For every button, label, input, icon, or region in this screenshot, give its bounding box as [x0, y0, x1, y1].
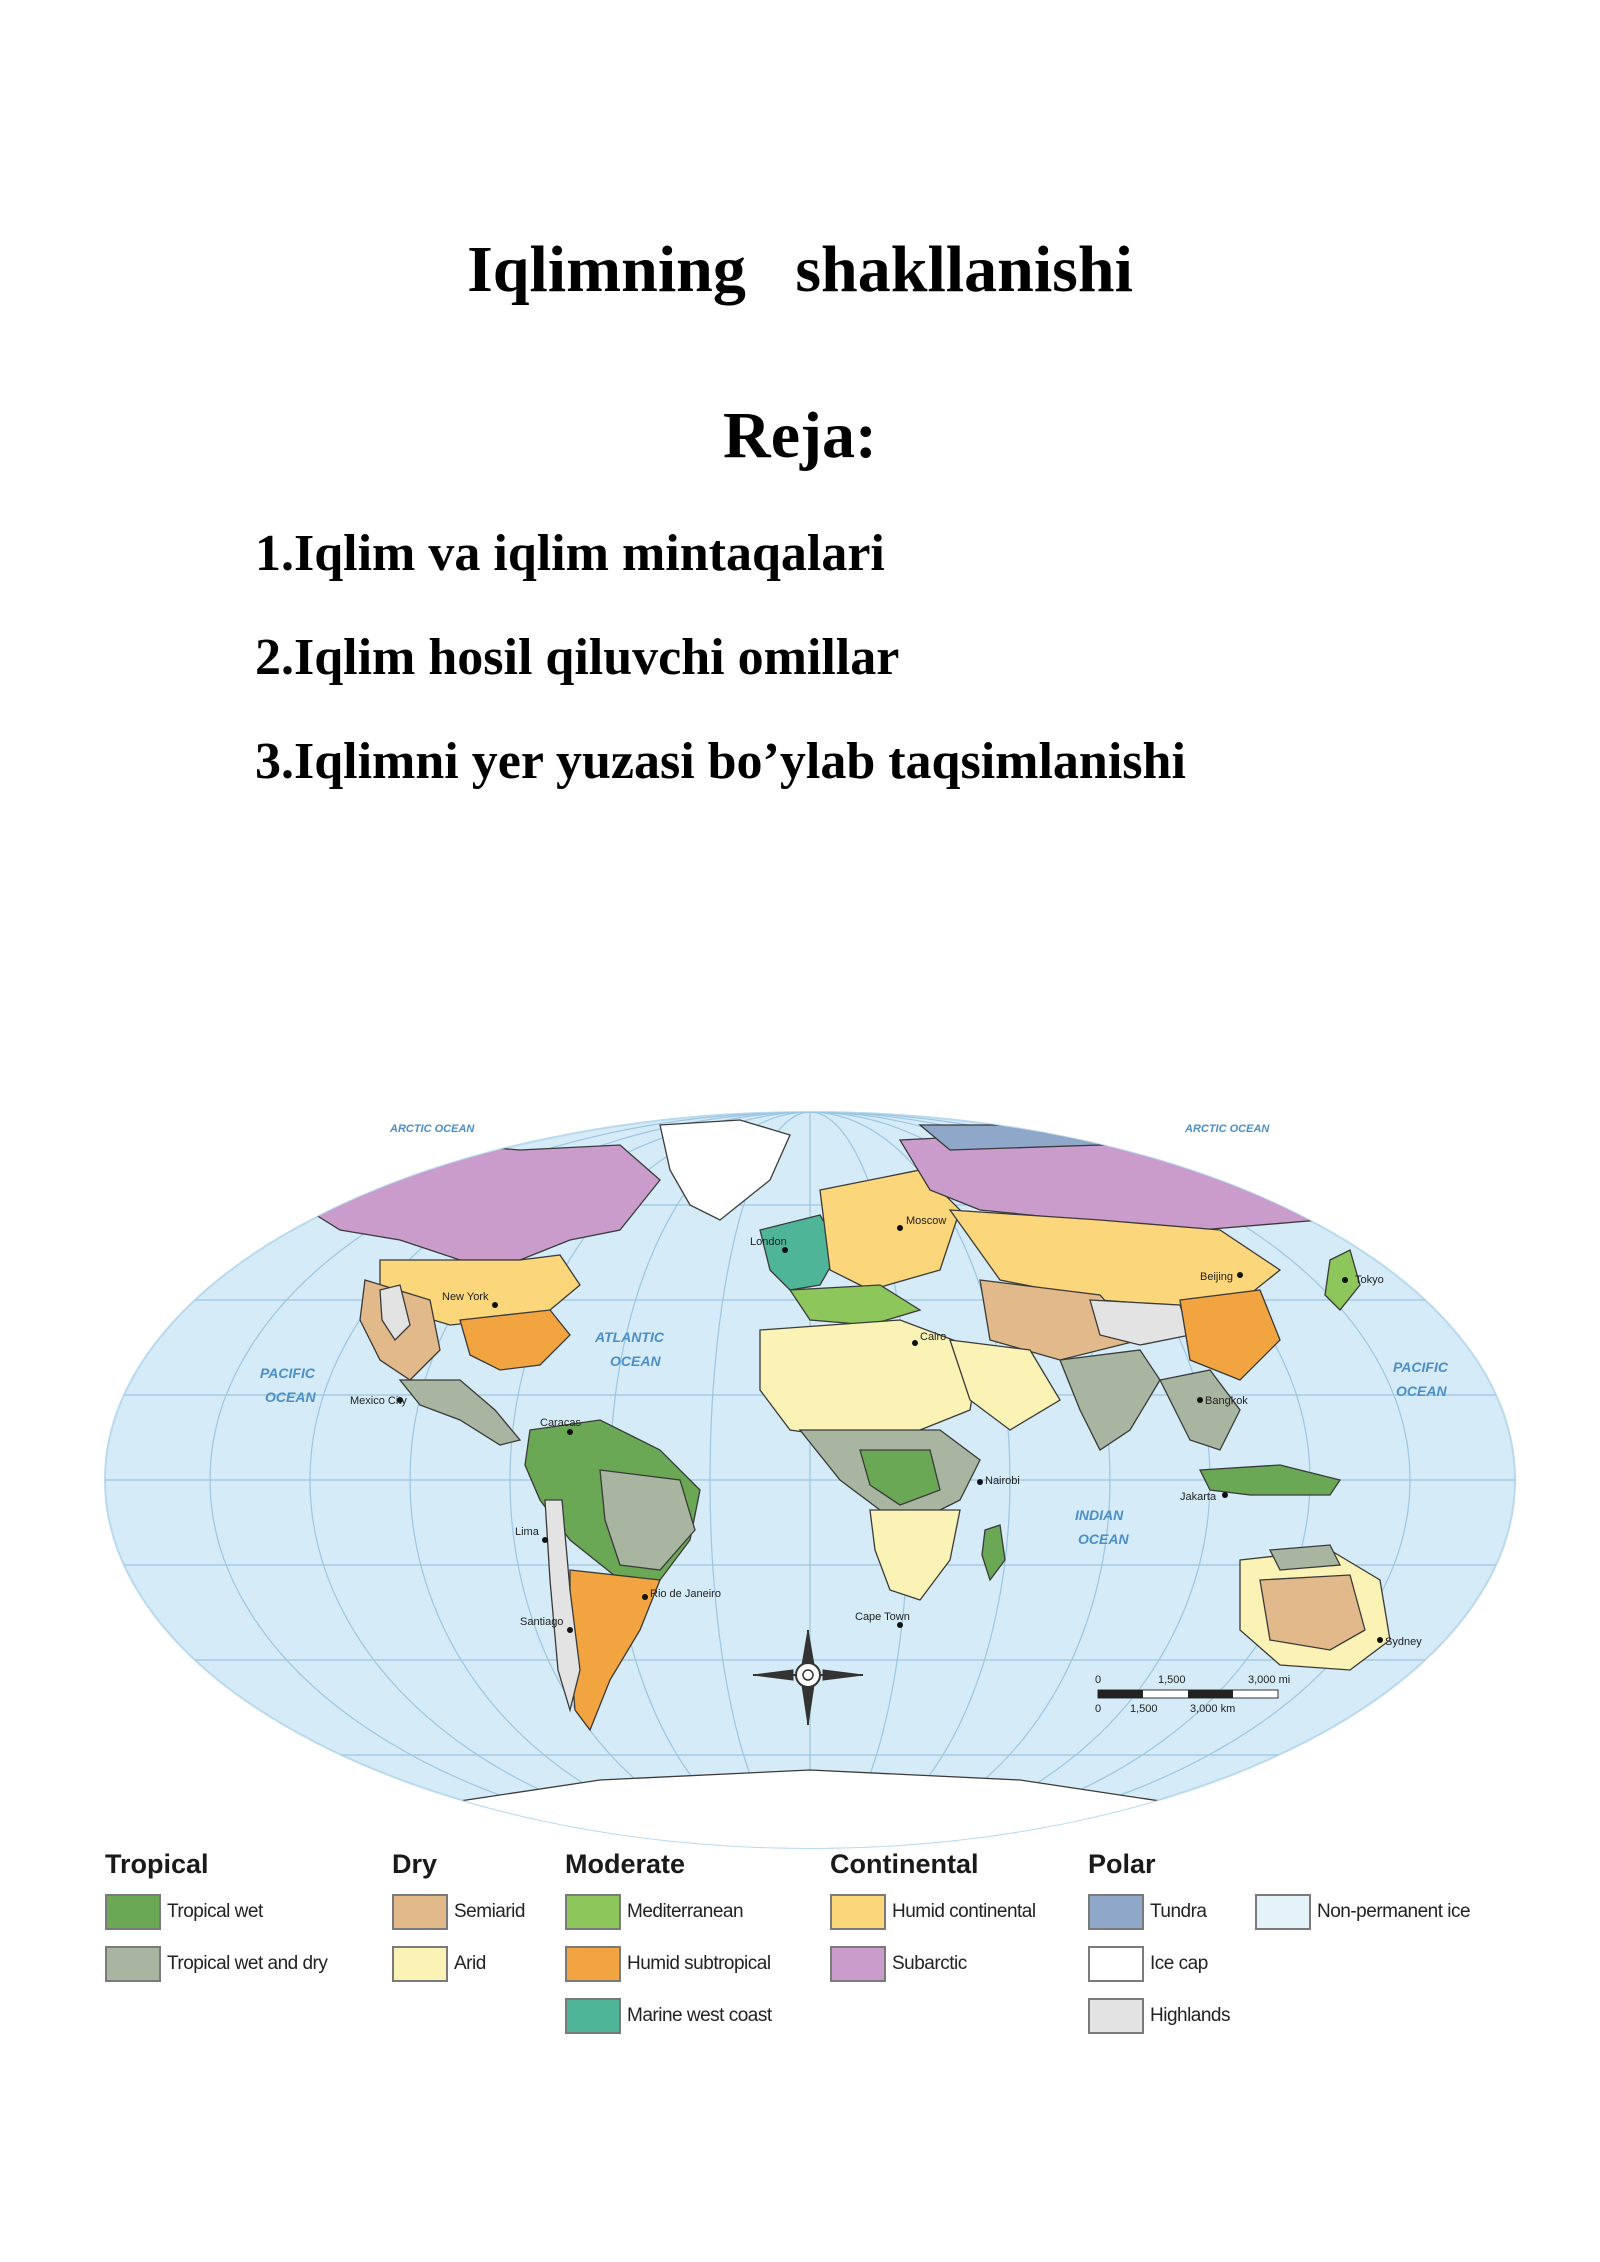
legend-label: Humid continental [892, 1901, 1036, 1922]
legend-swatch [830, 1894, 886, 1930]
legend-swatch [830, 1946, 886, 1982]
scale-label: 1,500 [1130, 1703, 1158, 1715]
legend-item [1088, 1938, 1230, 1990]
world-map-svg [100, 1110, 1520, 1850]
plan-item: 3.Iqlimni yer yuzasi bo’ylab taqsimlanishi [255, 733, 1186, 790]
plan-list [255, 518, 1186, 830]
legend-group-title: Continental [830, 1849, 979, 1879]
legend-group [565, 1846, 772, 2042]
legend-label: Tropical wet [167, 1901, 263, 1922]
city-label: Mexico City [350, 1395, 407, 1407]
climate-legend [105, 1846, 1525, 2046]
legend-group [1255, 1846, 1470, 1938]
map-label: ARCTIC OCEAN [390, 1123, 475, 1135]
city-label: Sydney [1385, 1636, 1422, 1648]
legend-group [1088, 1846, 1230, 2042]
city-label: Nairobi [985, 1475, 1020, 1487]
world-climate-map [100, 1110, 1520, 1850]
legend-group-title: Polar [1088, 1849, 1156, 1879]
legend-item [1088, 1990, 1230, 2042]
legend-swatch [105, 1894, 161, 1930]
city-label: Tokyo [1355, 1274, 1384, 1286]
city-label: London [750, 1236, 787, 1248]
legend-item [830, 1886, 1036, 1938]
new-zealand [1430, 1665, 1450, 1710]
map-label: OCEAN [265, 1389, 316, 1405]
legend-swatch [1088, 1894, 1144, 1930]
legend-item [565, 1886, 772, 1938]
legend-label: Mediterranean [627, 1901, 744, 1922]
legend-swatch [1088, 1946, 1144, 1982]
city-label: Santiago [520, 1616, 564, 1628]
legend-item [105, 1886, 327, 1938]
plan-item: 1.Iqlim va iqlim mintaqalari [255, 525, 885, 582]
legend-item [392, 1886, 525, 1938]
australia-semiarid [1260, 1575, 1365, 1650]
scale-label: 1,500 [1158, 1674, 1186, 1686]
legend-item [565, 1938, 772, 1990]
legend-label: Humid subtropical [627, 1953, 771, 1974]
legend-swatch [565, 1998, 621, 2034]
legend-label: Tropical wet and dry [167, 1953, 328, 1974]
map-label: INDIAN [1075, 1507, 1124, 1523]
legend-label: Arid [454, 1953, 486, 1974]
map-label: PACIFIC [260, 1365, 315, 1381]
legend-group [830, 1846, 1036, 1990]
legend-item [565, 1990, 772, 2042]
scale-label: 3,000 km [1190, 1703, 1236, 1715]
city-label: New York [442, 1291, 489, 1303]
legend-item [105, 1938, 327, 1990]
city-label: Cape Town [855, 1611, 910, 1623]
plan-item: 2.Iqlim hosil qiluvchi omillar [255, 629, 900, 686]
legend-label: Marine west coast [627, 2005, 772, 2026]
city-label: Moscow [906, 1215, 947, 1227]
legend-swatch [1255, 1894, 1311, 1930]
city-label: Rio de Janeiro [650, 1588, 721, 1600]
legend-swatch [1088, 1998, 1144, 2034]
city-label: Cairo [920, 1331, 947, 1343]
legend-group [392, 1846, 525, 1990]
legend-item [1255, 1886, 1470, 1938]
city-label: Lima [515, 1526, 539, 1538]
legend-swatch [392, 1894, 448, 1930]
legend-swatch [565, 1946, 621, 1982]
australia-north [1270, 1545, 1340, 1570]
city-label: Jakarta [1180, 1491, 1217, 1503]
legend-group-title: Moderate [565, 1849, 686, 1879]
scale-label: 0 [1095, 1674, 1102, 1686]
map-label: OCEAN [1396, 1383, 1447, 1399]
legend-label: Highlands [1150, 2005, 1230, 2026]
legend-label: Ice cap [1150, 1953, 1208, 1974]
legend-swatch [565, 1894, 621, 1930]
legend-group [105, 1846, 327, 1990]
city-label: Caracas [540, 1417, 581, 1429]
legend-item [830, 1938, 1036, 1990]
city-label: Beijing [1200, 1271, 1234, 1283]
map-label: ATLANTIC [595, 1329, 664, 1345]
legend-item [1088, 1886, 1230, 1938]
scale-label: 3,000 mi [1248, 1674, 1291, 1686]
legend-group-title: Dry [392, 1849, 438, 1879]
plan-heading: Reja: [723, 399, 877, 472]
city-label: Bangkok [1205, 1395, 1248, 1407]
scale-label: 0 [1095, 1703, 1102, 1715]
map-label: OCEAN [1078, 1531, 1129, 1547]
document-title: Iqlimning shakllanishi [467, 233, 1133, 306]
legend-label: Non-permanent ice [1317, 1901, 1471, 1922]
legend-group-title [1255, 1846, 1470, 1882]
legend-item [392, 1938, 525, 1990]
legend-label: Subarctic [892, 1953, 967, 1974]
legend-group-title: Tropical [105, 1849, 209, 1879]
legend-swatch [105, 1946, 161, 1982]
legend-label: Semiarid [454, 1901, 525, 1922]
map-label: OCEAN [610, 1353, 661, 1369]
map-label: ARCTIC OCEAN [1185, 1123, 1270, 1135]
legend-swatch [392, 1946, 448, 1982]
legend-label: Tundra [1150, 1901, 1207, 1922]
map-label: PACIFIC [1393, 1359, 1448, 1375]
